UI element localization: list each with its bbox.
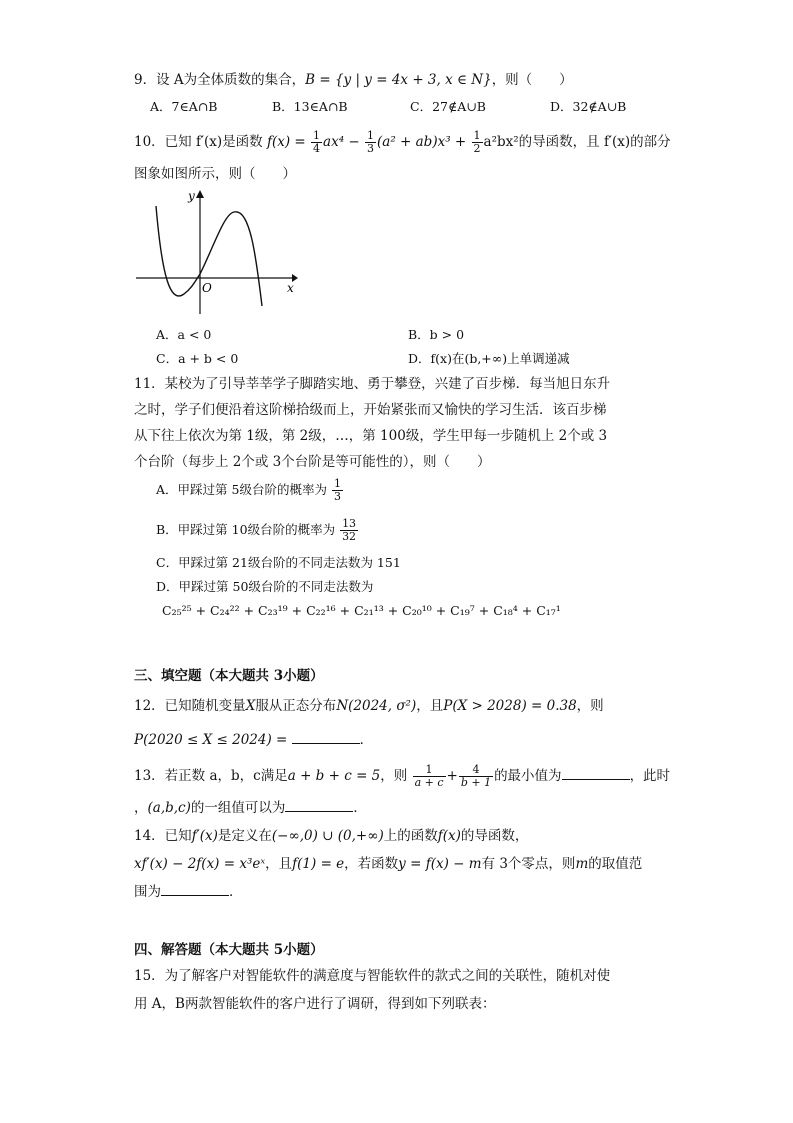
q14-func: y = f(x) − m [398,856,482,872]
q9-option-b: B．13∈A∩B [272,99,348,114]
q13-frac-1-den: a + c [414,776,444,789]
q12-answer-blank[interactable] [292,731,360,744]
section-4-heading: 四、解答题（本大题共 5小题） [134,942,324,958]
q11-option-a-text: A．甲踩过第 5级台阶的概率为 [156,482,327,497]
q9-option-d: D．32∉A∪B [550,99,627,114]
q9-stem-text: 9．设 A为全体质数的集合， [134,72,306,88]
q12-text-e: ，且 [416,698,444,714]
q13-text-d: 的最小值为 [494,768,562,784]
q14-line1 [134,826,528,846]
q12-line1 [134,696,604,716]
q13-frac-1-num: 1 [413,764,446,777]
q14-equation: xf′(x) − 2f(x) = x³eˣ [134,856,266,872]
q14-text-range: 围为 [134,884,161,900]
graph-x-label: x [287,281,294,295]
q10-option-a: A．a < 0 [156,327,212,342]
q9-set-b: B = {y | y = 4x + 3, x ∈ N} [305,72,492,88]
q10-frac-3 [472,130,483,155]
q14-text-a: 14．已知 [134,828,192,844]
q11-option-a [156,478,344,503]
graph-y-label: y [188,189,195,203]
section-3-heading: 三、填空题（本大题共 3小题） [134,668,324,684]
q10-stem-line1 [134,130,671,155]
q11-option-d: D．甲踩过第 50级台阶的不同走法数为 [156,579,374,594]
q13-cond: a + b + c = 5 [287,768,381,784]
q13-plus: + [446,768,458,784]
q13-text-e: ，此时 [629,768,671,784]
q13-text-c: ，则 [380,768,408,784]
q14-f1: f(1) = e [292,856,345,872]
q10-option-b: B．b > 0 [408,327,465,342]
q13-frac-2-den: b + 1 [460,776,492,789]
q13-comma: ， [134,800,148,816]
q12-line2 [134,730,373,750]
q11-option-b-frac [340,518,358,543]
q13-answer-blank-2[interactable] [285,799,353,812]
q11-option-b-den: 32 [342,530,357,543]
graph-y-arrow [196,190,204,198]
q11-option-b-num: 13 [342,517,357,530]
q14-text-f: 有 3个零点，则 [481,856,576,872]
q12-text-g: ，则 [576,698,604,714]
q14-fprime: f′(x) [191,828,218,844]
q14-answer-blank[interactable] [161,883,229,896]
q9-option-c: C．27∉A∪B [410,99,486,114]
q10-term-2: (a² + ab)x³ + [377,134,467,150]
q14-text-e: 上的函数 [383,828,438,844]
q10-text-e: a²bx²的导函数，且 f′(x)的部分 [483,134,671,150]
q11-option-a-num: 1 [333,477,341,490]
q11-option-c: C．甲踩过第 21级台阶的不同走法数为 151 [156,555,401,570]
q10-option-d: D．f(x)在(b,+∞)上单调递减 [408,351,570,366]
q15-line1: 15．为了解客户对智能软件的满意度与智能软件的款式之间的关联性，随机对使 [134,968,611,984]
q12-var: X [245,698,256,714]
q10-option-c: C．a + b < 0 [156,351,239,366]
q13-frac-2 [459,764,493,789]
q13-text-a: 13．若正数 a，b，c满足 [134,768,288,784]
q14-line2 [134,854,642,874]
q10-frac-3-den: 2 [473,142,481,155]
q11-option-a-frac [332,478,343,503]
q10-frac-1-num: 1 [313,129,321,142]
q10-text-a: 10．已知 f′(x)是函数 [134,134,263,150]
q11-option-b [156,518,359,543]
q14-domain: (−∞,0) ∪ (0,+∞) [271,828,384,844]
q10-graph [132,186,302,321]
q10-fx: f(x) = [266,134,306,150]
q12-dist: N(2024, σ²) [336,698,417,714]
q14-text-h: 的取值范 [588,856,643,872]
q11-option-d-formula: C₂₅²⁵ + C₂₄²² + C₂₃¹⁹ + C₂₂¹⁶ + C₂₁¹³ + C₂₀¹⁰ + C₁₉⁷ + C₁₈⁴ + C₁₇¹ [162,603,561,618]
q12-text-a: 12．已知随机变量 [134,698,246,714]
q13-triple: (a,b,c) [147,800,191,816]
q13-line2 [134,798,367,818]
q11-line1: 11．某校为了引导莘莘学子脚踏实地、勇于攀登，兴建了百步梯．每当旭日东升 [134,376,611,392]
q9-stem-end: ，则（ ） [491,72,573,88]
q11-line3: 从下往上依次为第 1级，第 2级，…，第 100级，学生甲每一步随机上 2个或 3 [134,428,608,444]
q14-text-c: 是定义在 [217,828,272,844]
q14-text-b: ，且 [265,856,293,872]
q11-line2: 之时，学子们便沿着这阶梯拾级而上，开始紧张而又愉快的学习生活．该百步梯 [134,402,607,418]
q10-frac-1 [311,130,322,155]
q10-term-1: ax⁴ − [323,134,360,150]
q13-answer-blank-1[interactable] [562,767,630,780]
q13-frac-2-num: 4 [459,764,493,777]
q9-stem [134,70,573,90]
q11-option-a-den: 3 [333,490,341,503]
q14-line3 [134,882,243,902]
q12-prob: P(X > 2028) = 0.38 [443,698,577,714]
q10-frac-3-num: 1 [473,129,481,142]
q14-m: m [575,856,589,872]
q10-frac-1-den: 4 [313,142,321,155]
q13-frac-1 [413,764,446,789]
q14-fx: f(x) [437,828,461,844]
q10-stem-line2: 图象如图所示，则（ ） [134,166,296,182]
q14-text-g: 的导函数， [460,828,529,844]
q10-frac-2-den: 3 [367,142,375,155]
q15-line2: 用 A，B两款智能软件的客户进行了调研，得到如下列联表： [134,996,496,1012]
q12-text-c: 服从正态分布 [255,698,337,714]
q12-prob-expr: P(2020 ≤ X ≤ 2024) = [134,732,288,748]
q11-option-b-text: B．甲踩过第 10级台阶的概率为 [156,522,336,537]
q10-frac-2 [365,130,376,155]
q14-text-d: ，若函数 [344,856,399,872]
q12-end: ． [359,732,374,748]
q11-line4: 个台阶（每步上 2个或 3个台阶是等可能性的），则（ ） [134,454,491,470]
graph-origin-label: O [202,281,212,295]
q13-end: ． [353,800,367,816]
q14-end: ． [229,884,243,900]
q13-line1 [134,764,670,789]
q13-text-c2: 的一组值可以为 [190,800,286,816]
q10-frac-2-num: 1 [367,129,375,142]
q9-option-a: A．7∈A∩B [150,99,218,114]
